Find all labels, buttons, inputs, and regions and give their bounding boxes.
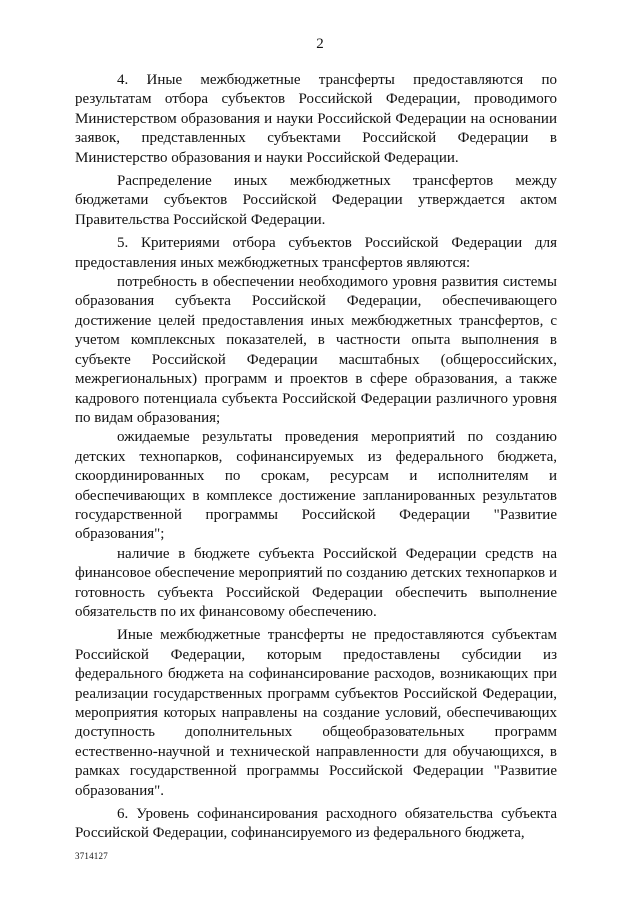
paragraph-criterion-budget-funds: наличие в бюджете субъекта Российской Федерации средств на финансовое обеспечение мероприятий по созданию детских технопарков и готовность субъекта Российской Федерации обеспечить выполнение обязательств по их финансовому обеспечению.: [75, 545, 557, 620]
paragraph-criterion-need: потребность в обеспечении необходимого уровня развития системы образования субъекта Российской Федерации, обеспечивающего достижение целей предоставления иных межбюджетных трансфертов, с учетом комплексных показателей, в частности опыта выполнения в субъекте Российской Федерации масштабных (общероссийских, межрегиональных) программ и проектов в сфере образования, а также кадрового потенциала субъекта Российской Федерации различного уровня по видам образования;: [75, 274, 557, 426]
paragraph-exclusion: Иные межбюджетные трансферты не предоставляются субъектам Российской Федерации, которым предоставлены субсидии из федерального бюджета на софинансирование расходов, возникающих при реализации государственных программ субъектов Российской Федерации, мероприятия которых направлены на создание условий, обеспечивающих доступность дополнительных общеобразовательных программ естественно-научной и технической направленности для обучающихся, в рамках государственной программы Российской Федерации "Развитие образования".: [75, 627, 557, 799]
paragraph-interbudget-transfers-selection: 4. Иные межбюджетные трансферты предоставляются по результатам отбора субъектов Российской Федерации, проводимого Министерством образования и науки Российской Федерации на основании заявок, представленных субъектами Российской Федерации в Министерство образования и науки Российской Федерации.: [75, 72, 557, 166]
document-body: [75, 71, 557, 844]
paragraph-selection-criteria: 5. Критериями отбора субъектов Российской Федерации для предоставления иных межбюджетных трансфертов являются:: [75, 235, 557, 271]
paragraph-cofinancing-level: 6. Уровень софинансирования расходного обязательства субъекта Российской Федерации, софинансируемого из федерального бюджета,: [75, 806, 557, 842]
paragraph-criterion-expected-results: ожидаемые результаты проведения мероприятий по созданию детских технопарков, софинансируемых из федерального бюджета, скоординированных по срокам, ресурсам и исполнителям и обеспечивающих в комплексе достижение запланированных результатов государственной программы Российской Федерации "Развитие образования";: [75, 429, 557, 543]
paragraph-distribution: Распределение иных межбюджетных трансфертов между бюджетами субъектов Российской Федерации утверждается актом Правительства Российской Федерации.: [75, 173, 557, 228]
page-number: 2: [316, 36, 324, 52]
document-code: 3714127: [75, 851, 108, 861]
